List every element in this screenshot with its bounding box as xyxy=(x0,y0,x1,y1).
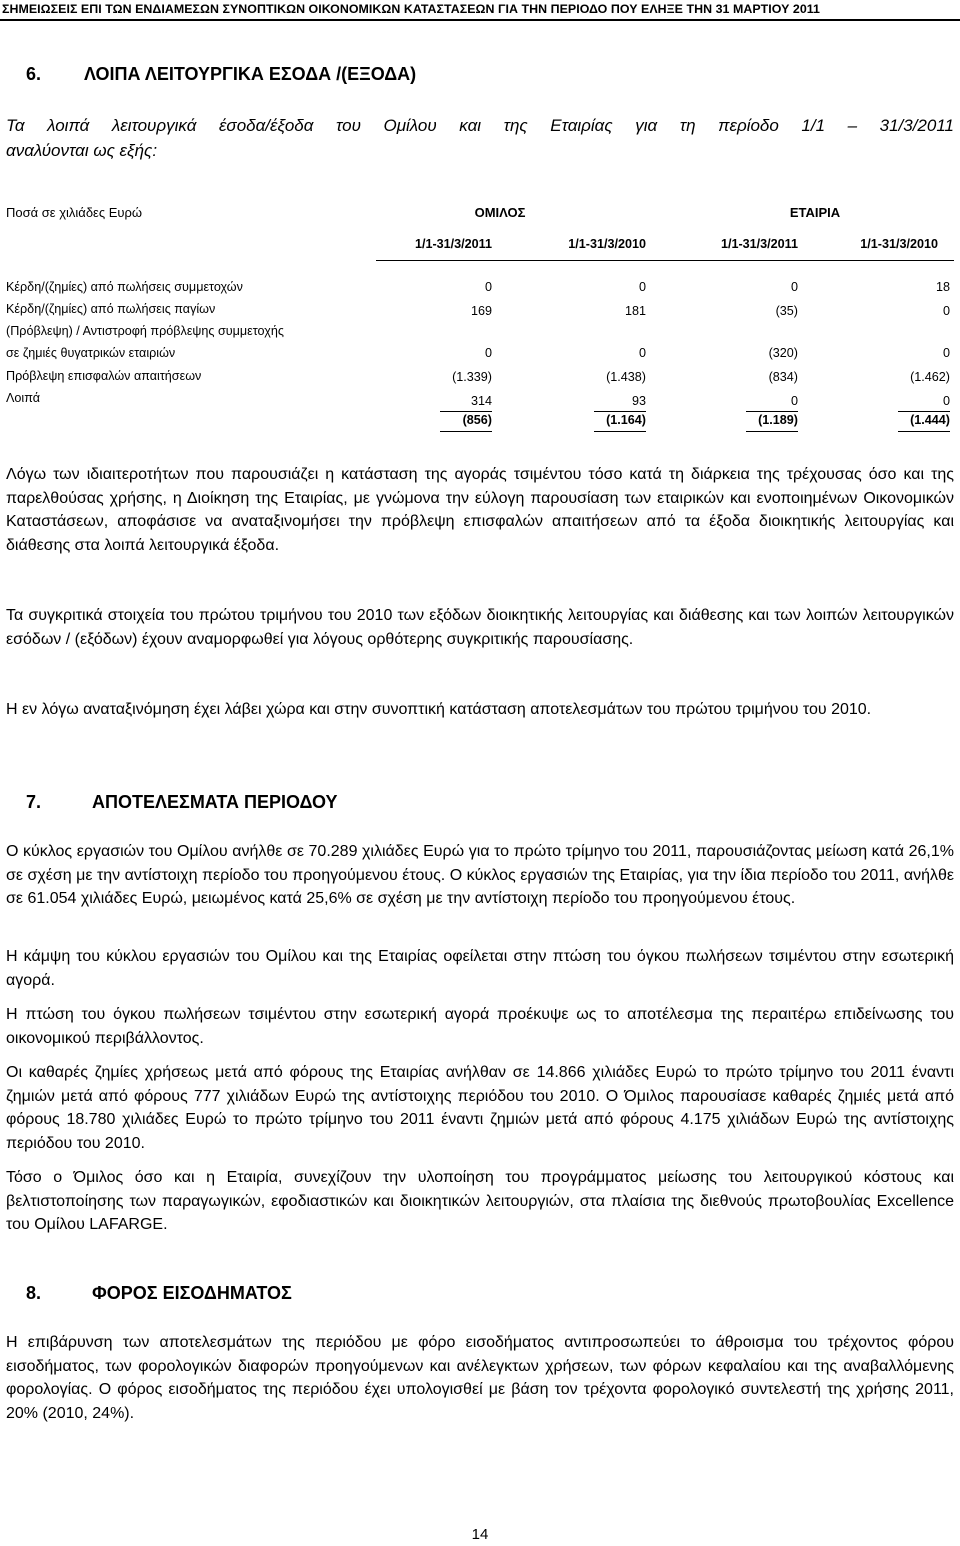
table-cell: 18 xyxy=(935,280,950,294)
table-cell: 0 xyxy=(638,346,646,360)
paragraph: Η κάμψη του κύκλου εργασιών του Ομίλου και της Εταιρίας οφείλεται στην πτώση του όγκου πωλήσεων τσιμέντου στην εσωτερική αγορά. xyxy=(6,948,954,989)
section-6-number: 6. xyxy=(26,64,42,84)
table-cell: 169 xyxy=(470,304,492,318)
section-7-title: ΑΠΟΤΕΛΕΣΜΑΤΑ ΠΕΡΙΟΔΟΥ xyxy=(92,792,338,812)
table-cell: (1.339) xyxy=(452,370,492,384)
section-8-heading xyxy=(26,1283,292,1304)
paragraph: Η πτώση του όγκου πωλήσεων τσιμέντου στην εσωτερική αγορά προέκυψε ως το αποτέλεσμα της περαιτέρω επιδείνωσης του οικονομικού περιβάλλοντος. xyxy=(6,1006,954,1047)
table-cell: 0 xyxy=(942,304,950,318)
period-header: 1/1-31/3/2011 xyxy=(414,237,492,251)
paragraph: Η εν λόγω αναταξινόμηση έχει λάβει χώρα και στην συνοπτική κατάσταση αποτελεσμάτων του πρώτου τριμήνου του 2010. xyxy=(6,701,872,718)
table-total: (1.189) xyxy=(758,413,798,427)
table-cell: (1.438) xyxy=(606,370,646,384)
table-row-label: (Πρόβλεψη) / Αντιστροφή πρόβλεψης συμμετοχής xyxy=(6,324,284,338)
period-header: 1/1-31/3/2011 xyxy=(720,237,798,251)
table-company-label: ΕΤΑΙΡΙΑ xyxy=(789,205,841,220)
table-cell: 0 xyxy=(790,394,798,408)
table-total: (856) xyxy=(462,413,492,427)
total-rule xyxy=(594,431,646,432)
section-7-number: 7. xyxy=(26,792,42,812)
table-group-label: ΟΜΙΛΟΣ xyxy=(474,205,526,220)
table-unit-label: Ποσά σε χιλιάδες Ευρώ xyxy=(6,205,143,220)
table-cell: 0 xyxy=(790,280,798,294)
header-rule xyxy=(0,19,960,21)
running-header: ΣΗΜΕΙΩΣΕΙΣ ΕΠΙ ΤΩΝ ΕΝΔΙΑΜΕΣΩΝ ΣΥΝΟΠΤΙΚΩΝ ΟΙΚΟΝΟΜΙΚΩΝ ΚΑΤΑΣΤΑΣΕΩΝ ΓΙΑ ΤΗΝ ΠΕΡΙΟΔΟ ΠΟΥ ΕΛΗΞΕ ΤΗΝ 31 ΜΑΡΤΙΟΥ 2011 xyxy=(2,2,820,16)
section-7-heading xyxy=(26,792,337,813)
table-cell: 93 xyxy=(631,394,646,408)
table-cell: 0 xyxy=(484,346,492,360)
paragraph: Λόγω των ιδιαιτεροτήτων που παρουσιάζει η κατάσταση της αγοράς τσιμέντου τόσο κατά τη διάρκεια της τρέχουσας όσο και της παρελθούσας χρήσης, η Διοίκηση της Εταιρίας, με γνώμονα την εύλογη παρουσίαση των εταιρικών και ενοποιημένων Οικονομικών Καταστάσεων, αποφάσισε να αναταξινομήσει την πρόβλεψη επισφαλών απαιτήσεων από τα έξοδα διοικητικής λειτουργίας και διάθεσης στα λοιπά λειτουργικά έξοδα. xyxy=(6,466,954,554)
total-rule xyxy=(898,431,950,432)
period-header: 1/1-31/3/2010 xyxy=(860,237,938,251)
table-cell: (35) xyxy=(775,304,798,318)
subtotal-rule xyxy=(898,411,950,412)
total-rule xyxy=(746,431,798,432)
paragraph: Οι καθαρές ζημίες χρήσεως μετά από φόρους της Εταιρίας ανήλθαν σε 14.866 χιλιάδες Ευρώ το πρώτο τρίμηνο του 2011 έναντι ζημιών μετά από φόρους 777 χιλιάδων Ευρώ της αντίστοιχης περιόδου του 2010. Ο Όμιλος παρουσίασε καθαρές ζημιές μετά από φόρους 18.780 χιλιάδες Ευρώ το πρώτο τρίμηνο του 2011 έναντι ζημιών μετά από φόρους 4.175 χιλιάδων Ευρώ της αντίστοιχης περιόδου του 2010. xyxy=(6,1064,954,1152)
subtotal-rule xyxy=(440,411,492,412)
table-cell: (1.462) xyxy=(910,370,950,384)
table-row-label: Κέρδη/(ζημίες) από πωλήσεις συμμετοχών xyxy=(6,280,243,294)
table-cell: 0 xyxy=(942,394,950,408)
table-cell: 0 xyxy=(484,280,492,294)
table-cell: 314 xyxy=(470,394,492,408)
table-cell: (320) xyxy=(768,346,798,360)
paragraph: Τα συγκριτικά στοιχεία του πρώτου τριμήνου του 2010 των εξόδων διοικητικής λειτουργίας και διάθεσης και των λοιπών λειτουργικών εσόδων / (εξόδων) έχουν αναμορφωθεί για λόγους ορθότερης συγκριτικής παρουσίασης. xyxy=(6,607,954,648)
section-8-number: 8. xyxy=(26,1283,42,1303)
table-row-label: σε ζημιές θυγατρικών εταιριών xyxy=(6,346,176,360)
paragraph: Η επιβάρυνση των αποτελεσμάτων της περιόδου με φόρο εισοδήματος αντιπροσωπεύει το άθροισμα του τρέχοντος φόρου εισοδήματος, των φορολογικών διαφορών προηγούμενων και ανέλεγκτων χρήσεων, των φόρων κεφαλαίου και της αναβαλλόμενης φορολογίας. Ο φόρος εισοδήματος της περιόδου έχει υπολογισθεί με βάση τον τρέχοντα φορολογικό συντελεστή της χρήσης 2011, 20% (2010, 24%). xyxy=(6,1334,954,1422)
section-6-intro-line2: αναλύονται ως εξής: xyxy=(6,141,158,160)
table-total: (1.164) xyxy=(606,413,646,427)
section-8-title: ΦΟΡΟΣ ΕΙΣΟΔΗΜΑΤΟΣ xyxy=(92,1283,292,1303)
table-row-label: Κέρδη/(ζημίες) από πωλήσεις παγίων xyxy=(6,302,216,316)
total-rule xyxy=(440,431,492,432)
section-6-heading xyxy=(26,64,416,85)
table-header-rule xyxy=(376,260,954,261)
subtotal-rule xyxy=(594,411,646,412)
table-row-label: Λοιπά xyxy=(6,391,41,405)
table-total: (1.444) xyxy=(910,413,950,427)
table-cell: (834) xyxy=(768,370,798,384)
subtotal-rule xyxy=(746,411,798,412)
paragraph: Τόσο ο Όμιλος όσο και η Εταιρία, συνεχίζουν την υλοποίηση του προγράμματος μείωσης του λειτουργικού κόστους και βελτιστοποίησης των παραγωγικών, εφοδιαστικών και διοικητικών λειτουργιών, στα πλαίσια της διεθνούς πρωτοβουλίας Excellence του Ομίλου LAFARGE. xyxy=(6,1169,954,1233)
period-header: 1/1-31/3/2010 xyxy=(568,237,646,251)
table-cell: 181 xyxy=(624,304,646,318)
table-row-label: Πρόβλεψη επισφαλών απαιτήσεων xyxy=(6,369,202,383)
table-cell: 0 xyxy=(638,280,646,294)
section-6-title: ΛΟΙΠΑ ΛΕΙΤΟΥΡΓΙΚΑ ΕΣΟΔΑ /(ΕΞΟΔΑ) xyxy=(84,64,417,84)
section-6-intro-line1: Τα λοιπά λειτουργικά έσοδα/έξοδα του Ομίλου και της Εταιρίας για τη περίοδο 1/1 – 31/3/2011 xyxy=(6,116,954,135)
table-cell: 0 xyxy=(942,346,950,360)
page-number: 14 xyxy=(471,1526,489,1543)
paragraph: Ο κύκλος εργασιών του Ομίλου ανήλθε σε 70.289 χιλιάδες Ευρώ για το πρώτο τρίμηνο του 2011, παρουσιάζοντας μείωση κατά 26,1% σε σχέση με την αντίστοιχη περίοδο του προηγούμενου έτους. Ο κύκλος εργασιών της Εταιρίας, για την ίδια περίοδο του 2011, ανήλθε σε 61.054 χιλιάδες Ευρώ, μειωμένος κατά 25,6% σε σχέση με την αντίστοιχη περίοδο του προηγούμενου έτους. xyxy=(6,843,954,907)
